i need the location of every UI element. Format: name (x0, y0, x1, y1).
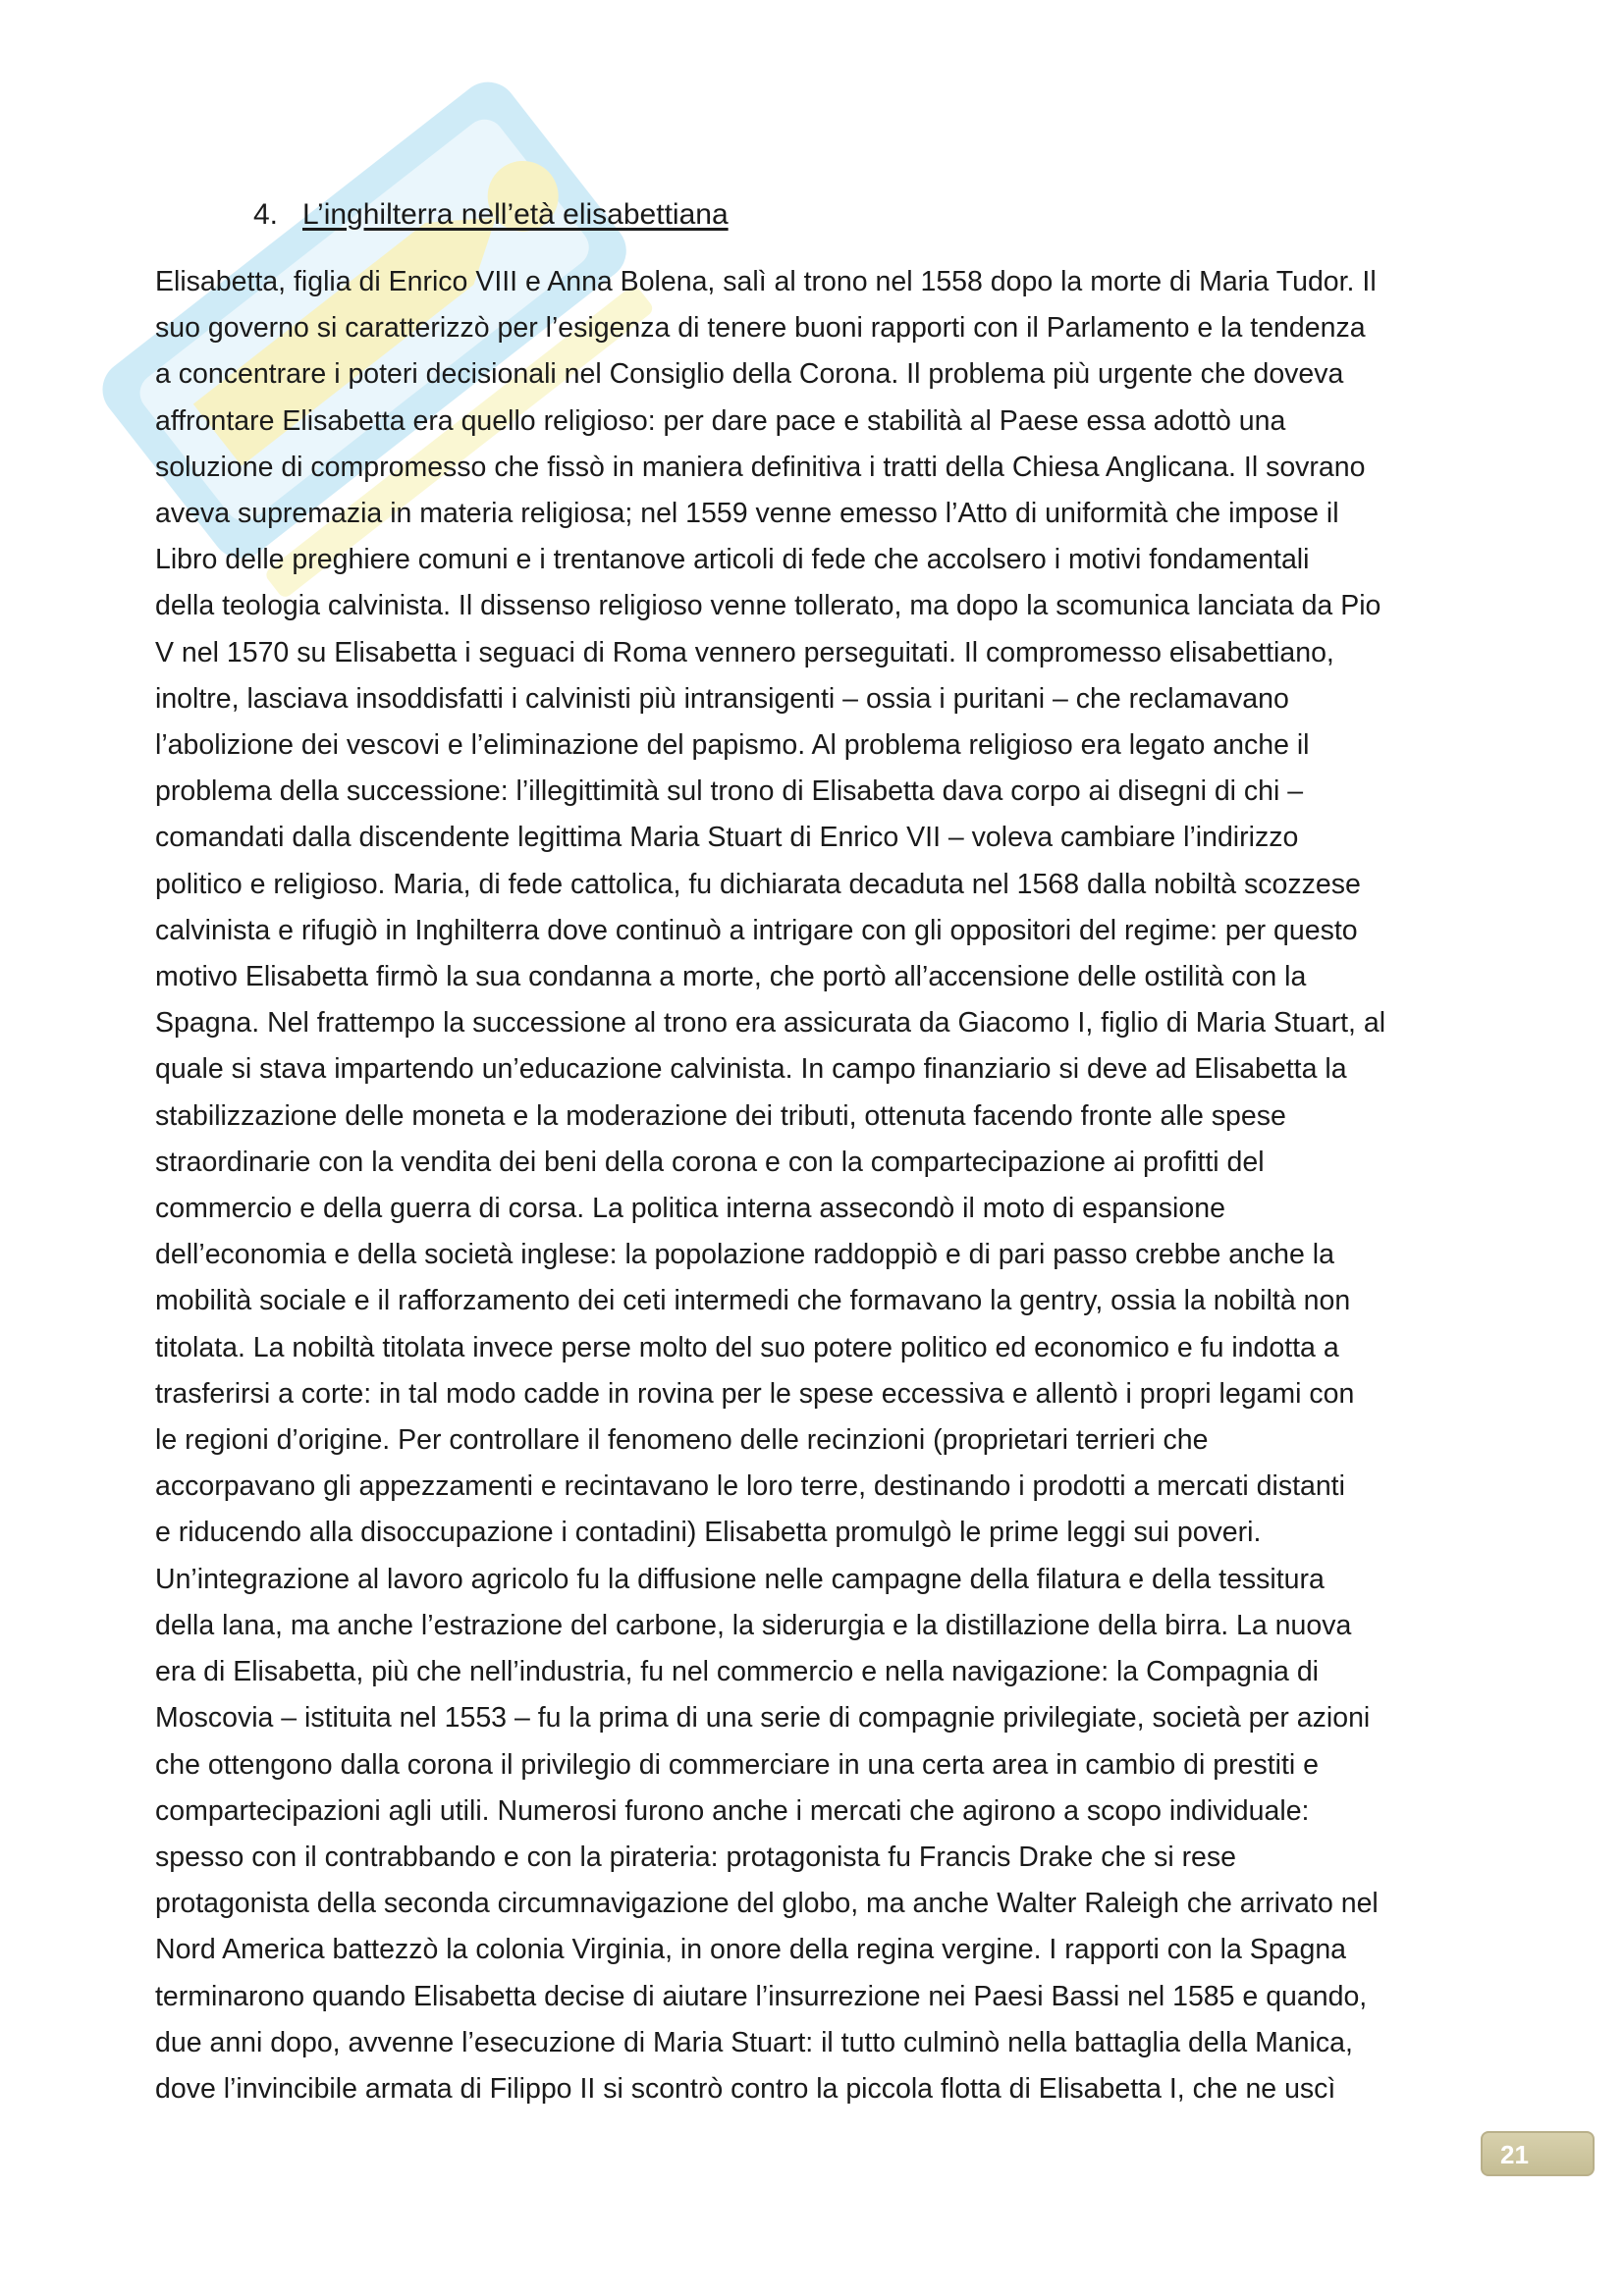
text-line: a concentrare i poteri decisionali nel Consiglio della Corona. Il problema più urgente che doveva (155, 358, 1344, 391)
text-line: le regioni d’origine. Per controllare il fenomeno delle recinzioni (proprietari terrieri che (155, 1424, 1209, 1457)
text-line: calvinista e rifugiò in Inghilterra dove continuò a intrigare con gli oppositori del regime: per questo (155, 914, 1358, 946)
text-line: dell’economia e della società inglese: la popolazione raddoppiò e di pari passo crebbe anche la (155, 1239, 1334, 1271)
text-line: spesso con il contrabbando e con la pirateria: protagonista fu Francis Drake che si rese (155, 1841, 1237, 1873)
text-line: accorpavano gli appezzamenti e recintavano le loro terre, destinando i prodotti a mercati distanti (155, 1470, 1345, 1503)
section-title: L’inghilterra nell’età elisabettiana (302, 198, 729, 231)
text-line: era di Elisabetta, più che nell’industria, fu nel commercio e nella navigazione: la Compagnia di (155, 1656, 1320, 1688)
text-line: della lana, ma anche l’estrazione del carbone, la siderurgia e la distillazione della birra. La nuova (155, 1609, 1352, 1641)
text-line: V nel 1570 su Elisabetta i seguaci di Roma vennero perseguitati. Il compromesso elisabettiano, (155, 636, 1334, 668)
text-line: suo governo si caratterizzò per l’esigenza di tenere buoni rapporti con il Parlamento e la tendenza (155, 312, 1366, 345)
text-line: due anni dopo, avvenne l’esecuzione di Maria Stuart: il tutto culminò nella battaglia della Manica, (155, 2026, 1353, 2058)
text-line: che ottengono dalla corona il privilegio di commerciare in una certa area in cambio di prestiti e (155, 1748, 1319, 1781)
text-line: mobilità sociale e il rafforzamento dei ceti intermedi che formavano la gentry, ossia la nobiltà non (155, 1285, 1351, 1317)
text-line: straordinarie con la vendita dei beni della corona e con la compartecipazione ai profitti del (155, 1146, 1265, 1178)
text-line: Libro delle preghiere comuni e i trentanove articoli di fede che accolsero i motivi fondamentali (155, 544, 1310, 576)
text-line: aveva supremazia in materia religiosa; nel 1559 venne emesso l’Atto di uniformità che impose il (155, 498, 1339, 530)
section-heading (253, 192, 729, 238)
section-number: 4. (253, 198, 279, 231)
text-line: Spagna. Nel frattempo la successione al trono era assicurata da Giacomo I, figlio di Maria Stuart, al (155, 1007, 1386, 1040)
text-line: problema della successione: l’illegittimità sul trono di Elisabetta dava corpo ai disegni di chi – (155, 775, 1304, 808)
text-line: stabilizzazione delle moneta e la moderazione dei tributi, ottenuta facendo fronte alle spese (155, 1099, 1286, 1132)
text-line: protagonista della seconda circumnavigazione del globo, ma anche Walter Raleigh che arrivato nel (155, 1888, 1379, 1920)
text-line: titolata. La nobiltà titolata invece perse molto del suo potere politico ed economico e fu indotta a (155, 1331, 1339, 1363)
text-line: inoltre, lasciava insoddisfatti i calvinisti più intransigenti – ossia i puritani – che reclamavano (155, 682, 1289, 715)
page-number-badge (1481, 2131, 1595, 2176)
text-line: Un’integrazione al lavoro agricolo fu la diffusione nelle campagne della filatura e della tessitura (155, 1563, 1325, 1595)
text-line: e riducendo alla disoccupazione i contadini) Elisabetta promulgò le prime leggi sui poveri. (155, 1517, 1262, 1549)
text-line: affrontare Elisabetta era quello religioso: per dare pace e stabilità al Paese essa adottò una (155, 404, 1286, 437)
text-line: commercio e della guerra di corsa. La politica interna assecondò il moto di espansione (155, 1193, 1225, 1225)
text-line: Nord America battezzò la colonia Virginia, in onore della regina vergine. I rapporti con la Spagna (155, 1934, 1347, 1966)
text-line: quale si stava impartendo un’educazione calvinista. In campo finanziario si deve ad Elisabetta la (155, 1053, 1347, 1086)
text-line: politico e religioso. Maria, di fede cattolica, fu dichiarata decaduta nel 1568 dalla nobiltà scozzese (155, 868, 1361, 900)
text-line: della teologia calvinista. Il dissenso religioso venne tollerato, ma dopo la scomunica lanciata da Pio (155, 590, 1381, 622)
text-line: comandati dalla discendente legittima Maria Stuart di Enrico VII – voleva cambiare l’indirizzo (155, 822, 1299, 854)
text-line: Elisabetta, figlia di Enrico VIII e Anna Bolena, salì al trono nel 1558 dopo la morte di Maria Tudor. Il (155, 266, 1377, 297)
text-line: l’abolizione dei vescovi e l’eliminazione del papismo. Al problema religioso era legato anche il (155, 729, 1310, 762)
text-line: dove l’invincibile armata di Filippo II si scontrò contro la piccola flotta di Elisabetta I, che ne uscì (155, 2072, 1336, 2105)
text-line: motivo Elisabetta firmò la sua condanna a morte, che portò all’accensione delle ostilità con la (155, 961, 1307, 993)
text-line: terminarono quando Elisabetta decise di aiutare l’insurrezione nei Paesi Bassi nel 1585 e quando, (155, 1980, 1368, 2012)
text-line: Moscovia – istituita nel 1553 – fu la prima di una serie di compagnie privilegiate, società per azioni (155, 1702, 1371, 1735)
page-number: 21 (1500, 2140, 1529, 2169)
text-line: trasferirsi a corte: in tal modo cadde in rovina per le spese eccessiva e allentò i propri legami con (155, 1377, 1355, 1410)
body-paragraph (155, 259, 1489, 2112)
text-line: compartecipazioni agli utili. Numerosi furono anche i mercati che agirono a scopo individuale: (155, 1794, 1310, 1827)
text-line: soluzione di compromesso che fissò in maniera definitiva i tratti della Chiesa Anglicana. Il sovrano (155, 451, 1366, 483)
